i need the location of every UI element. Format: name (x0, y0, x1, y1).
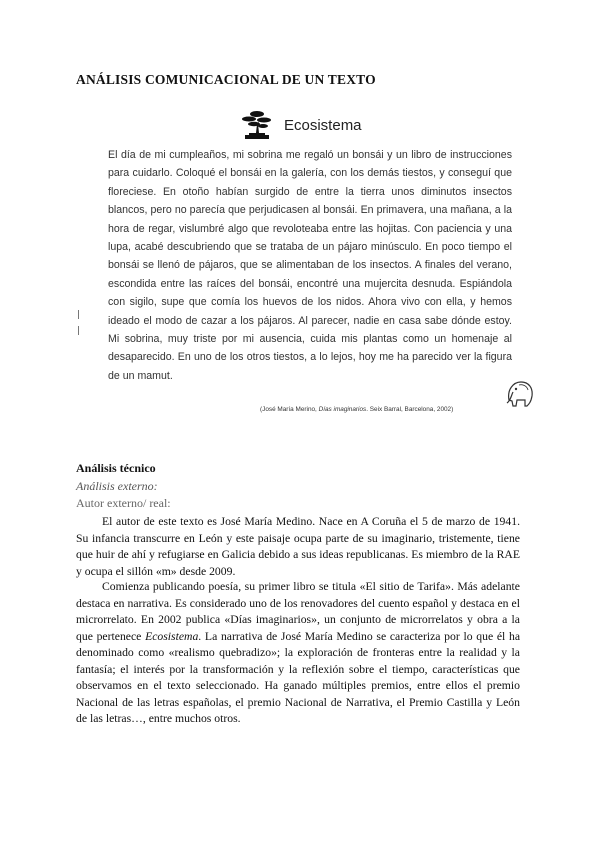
paragraph-2-title: Ecosistema (145, 629, 199, 643)
paragraph-2-part-2: . La narrativa de José María Medino se caracteriza por lo que él ha denominado como «realismo quebradizo»; la exploración de fronteras entre la realidad y la fantasía; el interés por la transformación y la reflexión sobre el tiempo, características que observamos en el texto seleccionado. Ha ganado múltiples premios, entre ellos el premio Nacional de las letras españolas, el premio Nacional de Narrativa, el Premio Castilla y León de las letras…, entre muchos otros. (76, 629, 521, 725)
paragraph-2 (76, 579, 520, 728)
subsection-title: Análisis externo: (76, 479, 158, 493)
margin-mark (78, 326, 79, 335)
story-heading: Ecosistema (284, 116, 362, 134)
story-text: El día de mi cumpleaños, mi sobrina me regaló un bonsái y un libro de instrucciones para cuidarlo. Coloqué el bonsái en la galería, con los demás tiestos, y conseguí que floreciese. En otoño habían surgido de entre la tierra unos diminutos insectos blancos, pero no parecía que perjudicasen al bonsái. En primavera, una mañana, a la hora de regar, vislumbré algo que revoloteaba entre las hojitas. Con paciencia y una lupa, acabé descubriendo que se trataba de un pájaro minúsculo. En poco tiempo el bonsái se llenó de pájaros, que se alimentaban de los insectos. A finales del verano, escondida entre las raíces del bonsái, encontré una mujercita desnuda. Espiándola con sigilo, supe que comía los huevos de los nidos. Ahora vivo con ella, y hemos ideado el modo de cazar a los pájaros. Al parecer, nadie en casa sabe dónde estoy. Mi sobrina, muy triste por mi ausencia, cuida mis plantas como un homenaje al desaparecido. En uno de los otros tiestos, a lo lejos, hoy me ha parecido ver la figura de un mamut. (108, 149, 512, 382)
story-source-pre: (José María Merino, (260, 406, 319, 413)
story-source-title: Días imaginarios (318, 406, 367, 413)
story-image (108, 106, 518, 426)
story-header (240, 110, 362, 140)
story-source (260, 406, 453, 413)
page-title: ANÁLISIS COMUNICACIONAL DE UN TEXTO (76, 72, 376, 87)
mammoth-icon (503, 376, 537, 410)
story-source-post: . Seix Barral, Barcelona, 2002) (366, 406, 454, 413)
paragraph-2-part-1: Comienza publicando poesía, su primer libro se titula «El sitio de Tarifa». Más adelante destaca en narrativa. Es considerado uno de los renovadores del cuento español y destaca en el microrrelato. En 2002 publica «Días imaginarios», un conjunto de microrrelatos y obra a la que pertenece (76, 580, 520, 643)
bonsai-tree-icon (240, 110, 274, 140)
paragraph-1: El autor de este texto es José María Medino. Nace en A Coruña el 5 de marzo de 1941. Su infancia transcurre en León y este paisaje ocupa parte de su imaginario, tristemente, tiene que huir de ahí y refugiarse en Galicia debido a sus ideas republicanas. Es miembro de la RAE y ocupa el sillón «m» desde 2009. (76, 515, 520, 578)
section-title: Análisis técnico (76, 461, 156, 475)
subsubsection-title: Autor externo/ real: (76, 496, 171, 510)
margin-mark (78, 310, 79, 319)
